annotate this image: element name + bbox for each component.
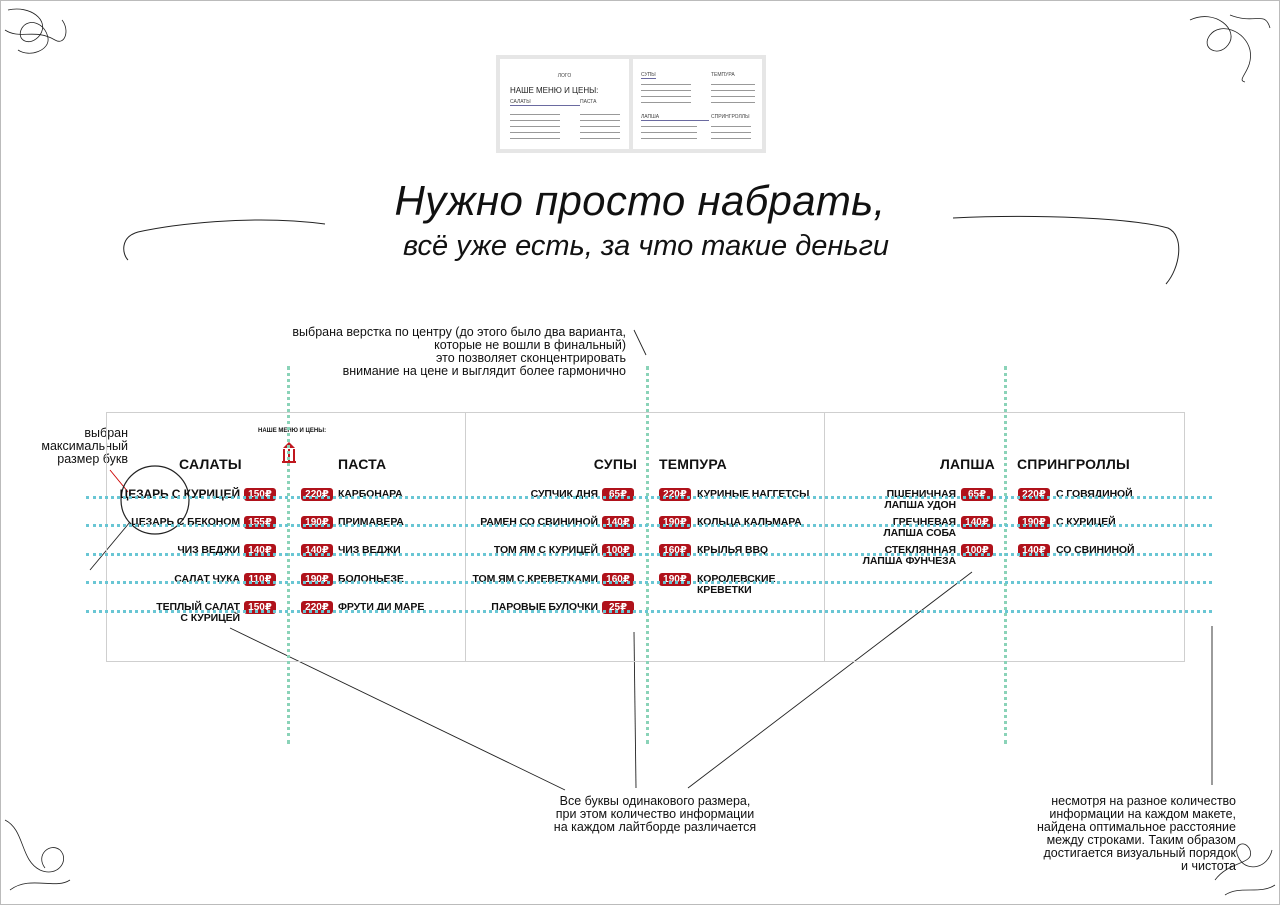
item-tempura-3: КРЫЛЬЯ BBQ [697, 544, 769, 556]
thumbnail-logo: ЛОГО [557, 73, 572, 79]
thumbnail-lines-left [510, 111, 560, 141]
category-salads: САЛАТЫ [179, 456, 242, 472]
item-tempura-4: КОРОЛЕВСКИЕ КРЕВЕТКИ [697, 573, 776, 596]
note-same-size-line-3: на каждом лайтборде различается [553, 820, 757, 834]
note-center-layout-line-2: которые не вошли в финальный) [434, 338, 626, 352]
note-center-layout-line-3: это позволяет сконцентрировать [436, 351, 626, 365]
price-pasta-1: 220₽ [301, 488, 333, 501]
item-soup-3: ТОМ ЯМ С КУРИЦЕЙ [493, 544, 598, 556]
panel-divider-1 [465, 413, 466, 661]
price-soup-3: 100₽ [602, 544, 634, 557]
thumbnail-cat-noodles: ЛАПША [641, 115, 709, 121]
price-salad-3: 140₽ [244, 544, 276, 557]
thumbnail-title: НАШЕ МЕНЮ И ЦЕНЫ: [510, 86, 599, 95]
item-noodle-1: ПШЕНИЧНАЯ ЛАПША УДОН [884, 488, 956, 511]
price-salad-1: 150₽ [244, 488, 276, 501]
thumbnail-page-left [500, 59, 629, 149]
note-same-size-line-2: при этом количество информации [555, 807, 755, 821]
note-same-size-line-1: Все буквы одинакового размера, [559, 794, 751, 808]
note-spacing-line-3: найдена оптимальное расстояние [1036, 820, 1236, 834]
price-springroll-3: 140₽ [1018, 544, 1050, 557]
price-tempura-4: 190₽ [659, 573, 691, 586]
price-pasta-3: 140₽ [301, 544, 333, 557]
headline-line-2: всё уже есть, за что такие деньги [402, 230, 890, 262]
corner-flourish-top-right [1190, 15, 1270, 82]
headline-line-1: Нужно просто набрать, [394, 177, 886, 224]
pointer-line-center-note [634, 330, 646, 355]
item-pasta-1: КАРБОНАРА [338, 488, 403, 500]
item-soup-4: ТОМ ЯМ С КРЕВЕТКАМИ [472, 573, 598, 585]
thumbnail-cat-soups: СУПЫ [641, 72, 656, 78]
price-salad-5: 150₽ [244, 601, 276, 614]
item-tempura-2: КОЛЬЦА КАЛЬМАРА [697, 516, 802, 528]
item-pasta-3: ЧИЗ ВЕДЖИ [338, 544, 401, 556]
panel-divider-2 [824, 413, 825, 661]
thumbnail-cat-springrolls: СПРИНГРОЛЛЫ [711, 114, 750, 120]
price-tempura-2: 190₽ [659, 516, 691, 529]
item-springroll-1: С ГОВЯДИНОЙ [1056, 488, 1133, 500]
horizontal-guide-5 [86, 610, 1212, 613]
price-salad-2: 155₽ [244, 516, 276, 529]
category-springrolls: СПРИНГРОЛЛЫ [1017, 456, 1130, 472]
item-soup-1: СУПЧИК ДНЯ [530, 488, 598, 500]
category-soups: СУПЫ [593, 456, 637, 472]
note-max-size-line-1: выбран [84, 426, 128, 440]
note-center-layout-line-4: внимание на цене и выглядит более гармонично [342, 364, 626, 378]
thumbnail-lines-soups [641, 81, 691, 105]
horizontal-guide-1 [86, 496, 1212, 499]
item-salad-2: ЦЕЗАРЬ С БЕКОНОМ [131, 516, 240, 528]
price-noodle-3: 100₽ [961, 544, 993, 557]
category-tempura: ТЕМПУРА [659, 456, 727, 472]
note-center-layout-line-1: выбрана верстка по центру (до этого было два варианта, [292, 325, 626, 339]
price-salad-4: 110₽ [244, 573, 276, 586]
item-noodle-2: ГРЕЧНЕВАЯ ЛАПША СОБА [883, 516, 956, 539]
item-soup-5: ПАРОВЫЕ БУЛОЧКИ [491, 601, 598, 613]
thumbnail-page-right [633, 59, 762, 149]
item-noodle-3: СТЕКЛЯННАЯ ЛАПША ФУНЧЕЗА [862, 544, 956, 567]
menu-thumbnail [496, 55, 766, 153]
price-pasta-4: 190₽ [301, 573, 333, 586]
item-pasta-5: ФРУТИ ДИ МАРЕ [338, 601, 425, 613]
item-salad-3: ЧИЗ ВЕДЖИ [177, 544, 240, 556]
corner-flourish-bottom-left [5, 820, 70, 890]
thumbnail-lines-springrolls [711, 123, 751, 141]
thumbnail-lines-right [580, 111, 620, 141]
thumbnail-lines-noodles [641, 123, 697, 141]
price-springroll-1: 220₽ [1018, 488, 1050, 501]
item-springroll-2: С КУРИЦЕЙ [1056, 516, 1116, 528]
board-mini-title: НАШЕ МЕНЮ И ЦЕНЫ: [258, 428, 327, 434]
note-max-size-line-2: максимальный [41, 439, 128, 453]
item-soup-2: РАМЕН СО СВИНИНОЙ [480, 516, 598, 528]
thumbnail-lines-tempura [711, 81, 755, 105]
price-noodle-2: 140₽ [961, 516, 993, 529]
note-spacing-line-6: и чистота [1181, 859, 1236, 873]
price-tempura-1: 220₽ [659, 488, 691, 501]
price-soup-4: 160₽ [602, 573, 634, 586]
category-pasta: ПАСТА [338, 456, 387, 472]
price-soup-5: 25₽ [602, 601, 634, 614]
note-same-size [520, 795, 790, 834]
note-spacing-line-1: несмотря на разное количество [1051, 794, 1236, 808]
price-soup-2: 140₽ [602, 516, 634, 529]
thumbnail-cat-salads: САЛАТЫ [510, 100, 580, 106]
price-springroll-2: 190₽ [1018, 516, 1050, 529]
price-tempura-3: 160₽ [659, 544, 691, 557]
category-noodles: ЛАПША [940, 456, 995, 472]
horizontal-guide-2 [86, 524, 1212, 527]
note-max-size-line-3: размер букв [57, 452, 128, 466]
thumbnail-cat-tempura: ТЕМПУРА [711, 72, 735, 78]
note-spacing-line-4: между строками. Таким образом [1046, 833, 1236, 847]
item-salad-1: ЦЕЗАРЬ С КУРИЦЕЙ [119, 487, 240, 501]
thumbnail-cat-pasta: ПАСТА [580, 99, 597, 105]
horizontal-guide-4 [86, 581, 1212, 584]
item-pasta-4: БОЛОНЬЕЗЕ [338, 573, 404, 585]
corner-flourish-top-left [5, 9, 66, 53]
item-springroll-3: СО СВИНИНОЙ [1056, 544, 1135, 556]
note-spacing [1000, 795, 1236, 873]
item-tempura-1: КУРИНЫЕ НАГГЕТСЫ [697, 488, 810, 500]
note-spacing-line-5: достигается визуальный порядок [1043, 846, 1236, 860]
price-soup-1: 65₽ [602, 488, 634, 501]
item-salad-4: САЛАТ ЧУКА [174, 573, 240, 585]
price-pasta-5: 220₽ [301, 601, 333, 614]
note-spacing-line-2: информации на каждом макете, [1049, 807, 1236, 821]
item-salad-5: ТЕПЛЫЙ САЛАТ С КУРИЦЕЙ [156, 601, 240, 624]
price-noodle-1: 65₽ [961, 488, 993, 501]
item-pasta-2: ПРИМАВЕРА [338, 516, 404, 528]
horizontal-guide-3 [86, 553, 1212, 556]
price-pasta-2: 190₽ [301, 516, 333, 529]
